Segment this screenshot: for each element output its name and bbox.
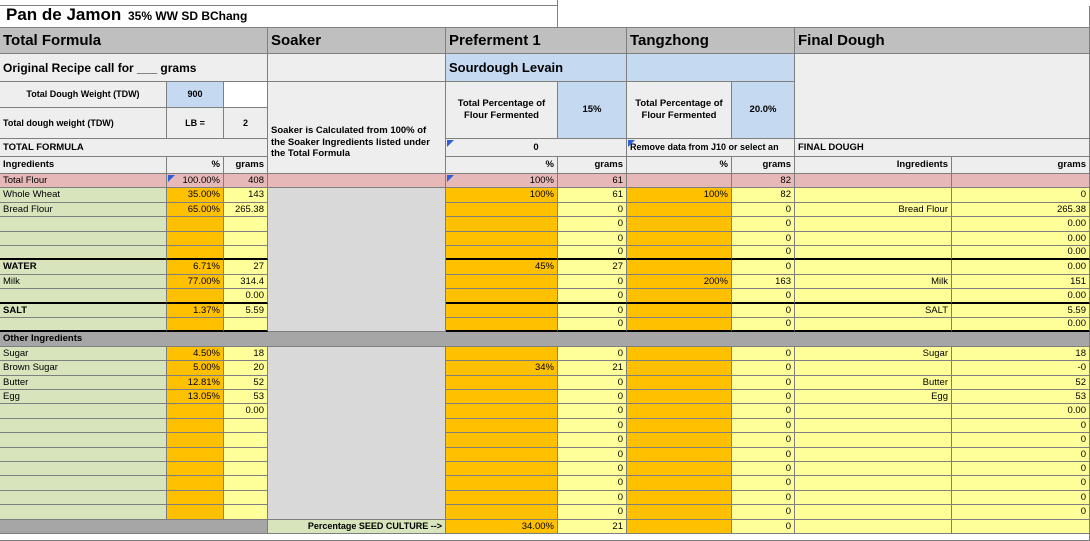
ingredient-pct[interactable]: 4.50% xyxy=(167,347,224,361)
final-ingredient-grams: 0 xyxy=(952,419,1090,433)
tdw-spare-cell xyxy=(224,82,268,108)
ingredient-grams xyxy=(224,448,268,462)
preferment-grams: 0 xyxy=(558,419,627,433)
final-ingredient-name xyxy=(795,260,952,274)
final-ingredient-name xyxy=(795,448,952,462)
ingredient-pct[interactable]: 6.71% xyxy=(167,260,224,274)
final-ingredient-name xyxy=(795,462,952,476)
tangzhong-grams: 0 xyxy=(732,433,795,447)
tangzhong-grams: 0 xyxy=(732,347,795,361)
ingredient-grams: 314.4 xyxy=(224,275,268,289)
tangzhong-pct-header: % xyxy=(627,157,732,175)
tdw-lb-value[interactable]: 2 xyxy=(224,108,268,139)
ingredient-grams: 53 xyxy=(224,390,268,404)
ingredient-pct[interactable] xyxy=(167,462,224,476)
tangzhong-note: Remove data from J10 or select an xyxy=(627,139,795,157)
final-ingredient-name xyxy=(795,232,952,246)
tangzhong-grams: 0 xyxy=(732,419,795,433)
final-ingredient-grams: 0.00 xyxy=(952,404,1090,418)
ingredient-name[interactable] xyxy=(0,232,167,246)
soaker-blank-cell xyxy=(268,54,446,82)
ingredient-grams xyxy=(224,217,268,231)
tdw-unit: LB = xyxy=(167,108,224,139)
tangzhong-grams: 0 xyxy=(732,390,795,404)
preferment-pct[interactable] xyxy=(446,275,558,289)
final-ingredient-grams xyxy=(952,174,1090,188)
ingredient-pct[interactable]: 5.00% xyxy=(167,361,224,375)
final-ingredient-grams: 0.00 xyxy=(952,217,1090,231)
final-ingredient-grams: 265.38 xyxy=(952,203,1090,217)
final-ingredient-name xyxy=(795,174,952,188)
preferment-grams: 0 xyxy=(558,217,627,231)
ingredient-pct[interactable]: 13.05% xyxy=(167,390,224,404)
preferment-zero-cell: 0 xyxy=(446,139,627,157)
preferment-pct[interactable]: 34% xyxy=(446,361,558,375)
ingredient-grams: 143 xyxy=(224,188,268,202)
tangzhong-pct[interactable] xyxy=(627,361,732,375)
grams-header: grams xyxy=(224,157,268,175)
tangzhong-pct[interactable] xyxy=(627,476,732,490)
tangzhong-pct[interactable]: 200% xyxy=(627,275,732,289)
soaker-gray-area xyxy=(268,188,446,332)
final-ingredient-name xyxy=(795,246,952,260)
preferment-pct[interactable] xyxy=(446,476,558,490)
tangzhong-pct[interactable] xyxy=(627,232,732,246)
bottom-gray-bar xyxy=(0,520,268,534)
tangzhong-pct[interactable] xyxy=(627,174,732,188)
ingredient-grams: 27 xyxy=(224,260,268,274)
tangzhong-pct[interactable] xyxy=(627,404,732,418)
final-ingredient-name xyxy=(795,419,952,433)
ingredient-name[interactable] xyxy=(0,491,167,505)
ingredient-name[interactable] xyxy=(0,217,167,231)
ingredient-pct[interactable]: 65.00% xyxy=(167,203,224,217)
ingredient-name[interactable] xyxy=(0,289,167,303)
tangzhong-pct[interactable] xyxy=(627,491,732,505)
final-ingredient-grams: 0 xyxy=(952,462,1090,476)
ingredient-name[interactable] xyxy=(0,419,167,433)
ingredient-name[interactable] xyxy=(0,505,167,519)
ingredient-name[interactable] xyxy=(0,246,167,260)
final-ingredient-grams: 52 xyxy=(952,376,1090,390)
ingredient-name[interactable] xyxy=(0,476,167,490)
final-ingredient-grams: 0.00 xyxy=(952,232,1090,246)
final-ingredient-name: SALT xyxy=(795,304,952,318)
tangzhong-grams: 0 xyxy=(732,448,795,462)
preferment-grams: 0 xyxy=(558,232,627,246)
preferment-pct[interactable]: 34.00% xyxy=(446,520,558,534)
preferment-pct[interactable] xyxy=(446,505,558,519)
final-ingredient-grams: 0 xyxy=(952,188,1090,202)
ingredient-pct[interactable] xyxy=(167,289,224,303)
ingredient-pct[interactable]: 1.37% xyxy=(167,304,224,318)
tangzhong-pct[interactable] xyxy=(627,217,732,231)
tangzhong-grams: 0 xyxy=(732,520,795,534)
section-final-dough: Final Dough xyxy=(795,28,1090,54)
preferment-grams: 0 xyxy=(558,462,627,476)
ingredient-name[interactable]: Total Flour xyxy=(0,174,167,188)
ingredient-grams xyxy=(224,433,268,447)
ingredient-pct[interactable] xyxy=(167,476,224,490)
preferment-pct[interactable] xyxy=(446,376,558,390)
ingredient-pct[interactable]: 35.00% xyxy=(167,188,224,202)
tangzhong-grams: 0 xyxy=(732,318,795,332)
tangzhong-grams: 0 xyxy=(732,404,795,418)
tangzhong-pct[interactable] xyxy=(627,260,732,274)
preferment-grams: 21 xyxy=(558,361,627,375)
preferment-grams: 0 xyxy=(558,347,627,361)
preferment-grams: 0 xyxy=(558,448,627,462)
tdw-lb-label: Total dough weight (TDW) xyxy=(0,108,167,139)
preferment-pct[interactable] xyxy=(446,462,558,476)
tangzhong-grams: 0 xyxy=(732,304,795,318)
ingredient-name[interactable]: Whole Wheat xyxy=(0,188,167,202)
final-ingredient-name xyxy=(795,318,952,332)
levain-label: Sourdough Levain xyxy=(446,54,627,82)
final-dough-blank-cell xyxy=(795,54,1090,139)
preferment-grams: 61 xyxy=(558,188,627,202)
tangzhong-pct[interactable] xyxy=(627,462,732,476)
preferment-percentage-label: Total Percentage of Flour Fermented xyxy=(446,82,558,139)
preferment-grams: 0 xyxy=(558,505,627,519)
ingredient-name[interactable]: Bread Flour xyxy=(0,203,167,217)
final-ingredient-grams: 18 xyxy=(952,347,1090,361)
final-ingredient-name xyxy=(795,188,952,202)
ingredient-grams xyxy=(224,505,268,519)
preferment-grams: 0 xyxy=(558,275,627,289)
ingredient-name[interactable] xyxy=(0,318,167,332)
ingredient-pct[interactable] xyxy=(167,448,224,462)
ingredient-pct[interactable] xyxy=(167,433,224,447)
ingredient-pct[interactable] xyxy=(167,419,224,433)
final-ingredient-name xyxy=(795,491,952,505)
tangzhong-pct[interactable] xyxy=(627,246,732,260)
tangzhong-pct[interactable] xyxy=(627,448,732,462)
final-ingredient-name: Egg xyxy=(795,390,952,404)
seed-culture-label: Percentage SEED CULTURE --> xyxy=(268,520,446,534)
ingredient-name[interactable]: SALT xyxy=(0,304,167,318)
ingredient-grams xyxy=(224,476,268,490)
tangzhong-pct[interactable] xyxy=(627,347,732,361)
section-preferment: Preferment 1 xyxy=(446,28,627,54)
tangzhong-grams: 0 xyxy=(732,491,795,505)
ingredient-pct[interactable]: 77.00% xyxy=(167,275,224,289)
ingredient-pct[interactable]: 100.00% xyxy=(167,174,224,188)
tangzhong-grams: 0 xyxy=(732,476,795,490)
preferment-grams: 0 xyxy=(558,390,627,404)
ingredient-grams xyxy=(224,491,268,505)
tangzhong-pct[interactable] xyxy=(627,505,732,519)
final-ingredient-name xyxy=(795,505,952,519)
tangzhong-grams: 82 xyxy=(732,174,795,188)
tangzhong-pct[interactable] xyxy=(627,304,732,318)
tangzhong-pct[interactable] xyxy=(627,419,732,433)
ingredients-header: Ingredients xyxy=(0,157,167,175)
tdw-input[interactable]: 900 xyxy=(167,82,224,108)
tangzhong-pct[interactable] xyxy=(627,433,732,447)
ingredient-grams: 5.59 xyxy=(224,304,268,318)
preferment-pct[interactable] xyxy=(446,232,558,246)
ingredient-name[interactable] xyxy=(0,448,167,462)
tangzhong-grams: 0 xyxy=(732,462,795,476)
ingredient-grams: 0.00 xyxy=(224,289,268,303)
final-ingredient-grams: 0 xyxy=(952,433,1090,447)
preferment-pct[interactable] xyxy=(446,433,558,447)
tangzhong-grams: 82 xyxy=(732,188,795,202)
tangzhong-grams: 0 xyxy=(732,260,795,274)
final-ingredient-name xyxy=(795,520,952,534)
preferment-grams: 0 xyxy=(558,476,627,490)
ingredient-pct[interactable] xyxy=(167,318,224,332)
final-ingredient-grams: 0.00 xyxy=(952,260,1090,274)
final-ingredient-name: Butter xyxy=(795,376,952,390)
final-ingredient-name xyxy=(795,476,952,490)
preferment-pct[interactable] xyxy=(446,347,558,361)
ingredient-pct[interactable] xyxy=(167,232,224,246)
preferment-pct[interactable] xyxy=(446,246,558,260)
preferment-pct[interactable] xyxy=(446,304,558,318)
preferment-grams: 0 xyxy=(558,491,627,505)
preferment-grams: 0 xyxy=(558,203,627,217)
preferment-pct[interactable] xyxy=(446,318,558,332)
ingredient-grams xyxy=(224,246,268,260)
final-ingredients-header: Ingredients xyxy=(795,157,952,175)
ingredient-pct[interactable] xyxy=(167,491,224,505)
ingredient-name[interactable]: Milk xyxy=(0,275,167,289)
preferment-grams: 0 xyxy=(558,304,627,318)
ingredient-pct[interactable] xyxy=(167,505,224,519)
ingredient-name[interactable]: Butter xyxy=(0,376,167,390)
final-ingredient-name xyxy=(795,404,952,418)
ingredient-grams: 408 xyxy=(224,174,268,188)
soaker-flour-cell xyxy=(268,174,446,188)
section-tangzhong: Tangzhong xyxy=(627,28,795,54)
tdw-label: Total Dough Weight (TDW) xyxy=(0,82,167,108)
ingredient-pct[interactable] xyxy=(167,246,224,260)
soaker-gray-area-2 xyxy=(268,347,446,520)
final-ingredient-name: Sugar xyxy=(795,347,952,361)
ingredient-name[interactable]: Sugar xyxy=(0,347,167,361)
pct-header: % xyxy=(167,157,224,175)
tangzhong-grams: 0 xyxy=(732,217,795,231)
original-recipe-label: Original Recipe call for ___ grams xyxy=(0,54,268,82)
ingredient-grams: 20 xyxy=(224,361,268,375)
preferment-pct[interactable] xyxy=(446,390,558,404)
section-total-formula: Total Formula xyxy=(0,28,268,54)
ingredient-grams: 265.38 xyxy=(224,203,268,217)
recipe-title: Pan de Jamon xyxy=(6,5,122,24)
final-grams-header: grams xyxy=(952,157,1090,175)
ingredient-grams xyxy=(224,462,268,476)
preferment-grams: 27 xyxy=(558,260,627,274)
tangzhong-grams: 163 xyxy=(732,275,795,289)
preferment-grams: 0 xyxy=(558,376,627,390)
final-ingredient-name xyxy=(795,361,952,375)
tangzhong-pct[interactable] xyxy=(627,376,732,390)
final-ingredient-name xyxy=(795,217,952,231)
final-ingredient-grams: 0 xyxy=(952,505,1090,519)
preferment-grams: 0 xyxy=(558,289,627,303)
final-ingredient-grams: 0.00 xyxy=(952,246,1090,260)
final-ingredient-name: Milk xyxy=(795,275,952,289)
final-ingredient-name: Bread Flour xyxy=(795,203,952,217)
tangzhong-pct[interactable] xyxy=(627,289,732,303)
tangzhong-pct[interactable] xyxy=(627,203,732,217)
tangzhong-grams: 0 xyxy=(732,505,795,519)
tangzhong-grams: 0 xyxy=(732,203,795,217)
bottom-margin xyxy=(0,534,1090,541)
tangzhong-blank-cell xyxy=(627,54,795,82)
soaker-note: Soaker is Calculated from 100% of the Soaker Ingredients listed under the Total Formula xyxy=(268,82,446,174)
tangzhong-pct[interactable] xyxy=(627,520,732,534)
final-ingredient-name xyxy=(795,433,952,447)
final-dough-header: FINAL DOUGH xyxy=(795,139,1090,157)
ingredient-grams: 18 xyxy=(224,347,268,361)
final-ingredient-grams: 5.59 xyxy=(952,304,1090,318)
preferment-pct-header: % xyxy=(446,157,558,175)
preferment-pct[interactable]: 100% xyxy=(446,174,558,188)
ingredient-pct[interactable] xyxy=(167,217,224,231)
ingredient-name[interactable]: Brown Sugar xyxy=(0,361,167,375)
tangzhong-percentage-label: Total Percentage of Flour Fermented xyxy=(627,82,732,139)
tangzhong-pct[interactable] xyxy=(627,390,732,404)
preferment-pct[interactable] xyxy=(446,419,558,433)
preferment-grams: 0 xyxy=(558,404,627,418)
ingredient-name[interactable] xyxy=(0,462,167,476)
tangzhong-percentage-input[interactable]: 20.0% xyxy=(732,82,795,139)
preferment-pct[interactable] xyxy=(446,289,558,303)
ingredient-name[interactable]: Egg xyxy=(0,390,167,404)
final-ingredient-grams: 53 xyxy=(952,390,1090,404)
preferment-percentage-input[interactable]: 15% xyxy=(558,82,627,139)
final-ingredient-grams: 0 xyxy=(952,448,1090,462)
other-ingredients-header: Other Ingredients xyxy=(0,332,1090,346)
ingredient-pct[interactable]: 12.81% xyxy=(167,376,224,390)
preferment-pct[interactable] xyxy=(446,217,558,231)
preferment-grams: 0 xyxy=(558,433,627,447)
tangzhong-pct[interactable] xyxy=(627,318,732,332)
final-ingredient-grams: 0.00 xyxy=(952,289,1090,303)
ingredient-name[interactable]: WATER xyxy=(0,260,167,274)
preferment-grams-header: grams xyxy=(558,157,627,175)
ingredient-name[interactable] xyxy=(0,433,167,447)
preferment-pct[interactable] xyxy=(446,491,558,505)
tangzhong-grams: 0 xyxy=(732,246,795,260)
final-ingredient-name xyxy=(795,289,952,303)
tangzhong-grams: 0 xyxy=(732,289,795,303)
preferment-pct[interactable]: 45% xyxy=(446,260,558,274)
preferment-pct[interactable] xyxy=(446,448,558,462)
preferment-pct[interactable] xyxy=(446,203,558,217)
final-ingredient-grams: 0.00 xyxy=(952,318,1090,332)
final-ingredient-grams: -0 xyxy=(952,361,1090,375)
preferment-grams: 0 xyxy=(558,318,627,332)
final-ingredient-grams: 151 xyxy=(952,275,1090,289)
section-soaker: Soaker xyxy=(268,28,446,54)
tangzhong-grams: 0 xyxy=(732,376,795,390)
preferment-grams: 0 xyxy=(558,246,627,260)
preferment-pct[interactable]: 100% xyxy=(446,188,558,202)
preferment-pct[interactable] xyxy=(446,404,558,418)
ingredient-pct[interactable] xyxy=(167,404,224,418)
ingredient-name[interactable] xyxy=(0,404,167,418)
final-ingredient-grams xyxy=(952,520,1090,534)
final-ingredient-grams: 0 xyxy=(952,476,1090,490)
tangzhong-grams-header: grams xyxy=(732,157,795,175)
preferment-grams: 21 xyxy=(558,520,627,534)
recipe-subtitle: 35% WW SD BChang xyxy=(128,9,248,23)
ingredient-grams: 0.00 xyxy=(224,404,268,418)
preferment-grams: 61 xyxy=(558,174,627,188)
ingredient-grams: 52 xyxy=(224,376,268,390)
tangzhong-grams: 0 xyxy=(732,361,795,375)
final-ingredient-grams: 0 xyxy=(952,491,1090,505)
tangzhong-pct[interactable]: 100% xyxy=(627,188,732,202)
empty-header-cell xyxy=(558,6,1090,28)
tangzhong-grams: 0 xyxy=(732,232,795,246)
total-formula-header: TOTAL FORMULA xyxy=(0,139,268,157)
ingredient-grams xyxy=(224,419,268,433)
ingredient-grams xyxy=(224,318,268,332)
ingredient-grams xyxy=(224,232,268,246)
